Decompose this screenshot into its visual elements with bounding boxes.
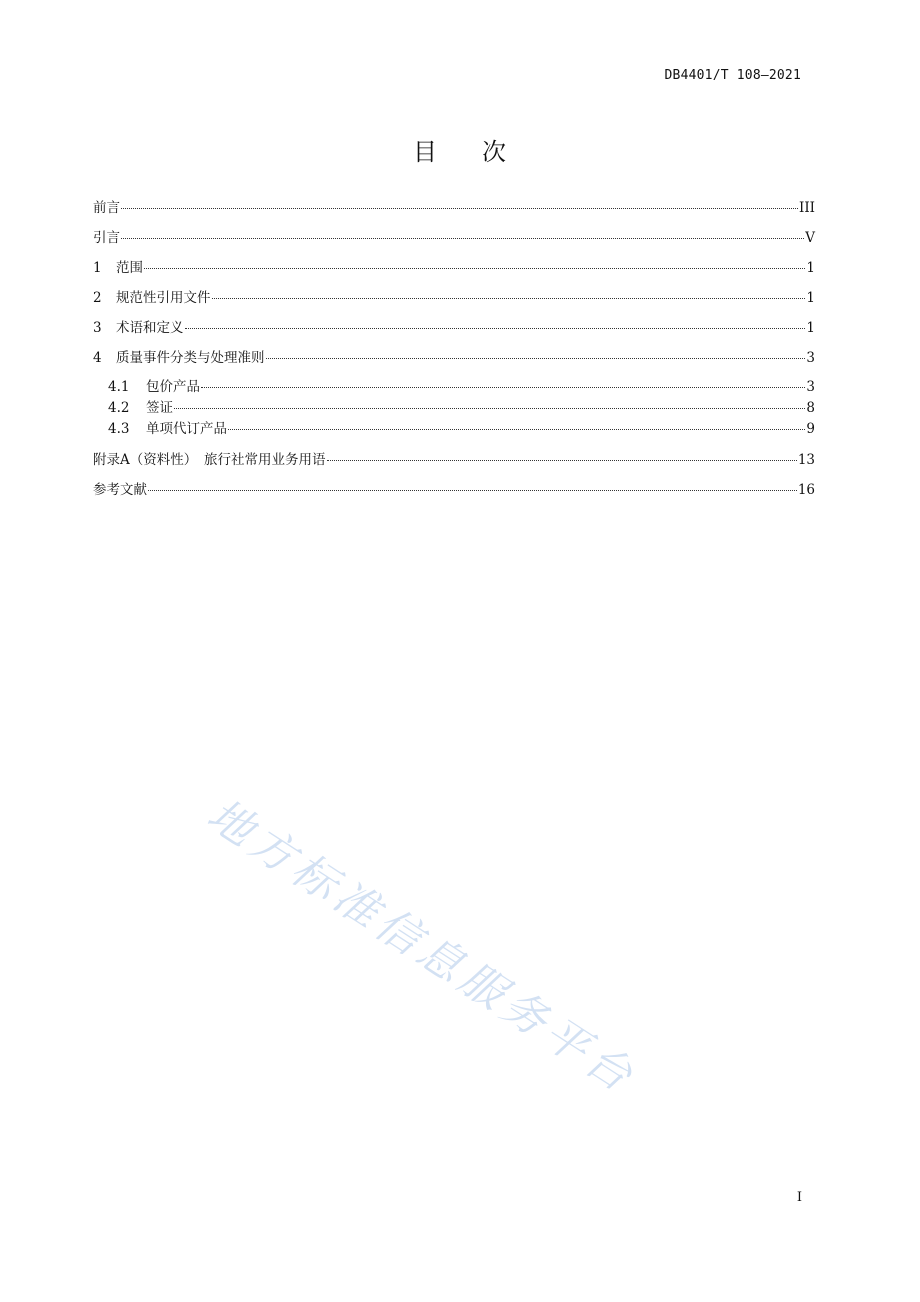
toc-number: 4.3 [108, 421, 130, 437]
toc-page: V [805, 230, 815, 246]
dot-leader [144, 268, 805, 269]
toc-label: 单项代订产品 [146, 421, 227, 437]
toc-page: III [799, 200, 815, 216]
toc-label: 规范性引用文件 [116, 290, 211, 306]
page-number: I [796, 1190, 802, 1205]
dot-leader [121, 238, 804, 239]
dot-leader [201, 387, 805, 388]
dot-leader [212, 298, 806, 299]
toc-number: 3 [93, 320, 102, 336]
page-title [0, 132, 920, 167]
document-code: DB4401/T 108—2021 [664, 68, 801, 83]
toc-label: 参考文献 [93, 482, 147, 498]
dot-leader [174, 408, 805, 409]
dot-leader [327, 460, 797, 461]
toc-page: 1 [806, 320, 815, 336]
toc-entry-single-booking[interactable] [108, 419, 815, 439]
toc-page: 13 [797, 452, 815, 468]
toc-label: 包价产品 [146, 379, 200, 395]
toc-entry-terms[interactable] [93, 318, 815, 338]
toc-entry-scope[interactable] [93, 258, 815, 278]
toc-label: 术语和定义 [116, 320, 184, 336]
toc-number: 2 [93, 290, 102, 306]
dot-leader [228, 429, 805, 430]
title-char-1: 目 [413, 138, 438, 166]
toc-entry-introduction[interactable] [93, 228, 815, 248]
watermark: 地方标准信息服务平台 [198, 789, 646, 1105]
toc-entry-visa[interactable] [108, 398, 815, 418]
toc-page: 1 [806, 260, 815, 276]
toc-number: 4 [93, 350, 102, 366]
toc-entry-package-products[interactable] [108, 377, 815, 397]
dot-leader [148, 490, 797, 491]
toc-entry-appendix-a[interactable] [93, 450, 815, 470]
toc-number: 4.1 [108, 379, 130, 395]
toc-page: 8 [806, 400, 815, 416]
toc-label: 范围 [116, 260, 143, 276]
dot-leader [121, 208, 798, 209]
toc-page: 9 [806, 421, 815, 437]
toc-entry-foreword[interactable] [93, 198, 815, 218]
toc-number: 4.2 [108, 400, 130, 416]
toc-label: 质量事件分类与处理准则 [116, 350, 265, 366]
dot-leader [185, 328, 806, 329]
toc-page: 16 [797, 482, 815, 498]
toc-number: 1 [93, 260, 102, 276]
toc-entry-quality-events[interactable] [93, 348, 815, 368]
toc-label: 引言 [93, 230, 120, 246]
toc-page: 3 [806, 379, 815, 395]
toc-label: 前言 [93, 200, 120, 216]
toc-label: 签证 [146, 400, 173, 416]
toc-entry-normative-references[interactable] [93, 288, 815, 308]
toc-page: 1 [806, 290, 815, 306]
toc-entry-bibliography[interactable] [93, 480, 815, 500]
toc-page: 3 [806, 350, 815, 366]
toc-label: 附录A（资料性） 旅行社常用业务用语 [93, 452, 326, 468]
dot-leader [266, 358, 806, 359]
title-char-2: 次 [482, 138, 507, 166]
